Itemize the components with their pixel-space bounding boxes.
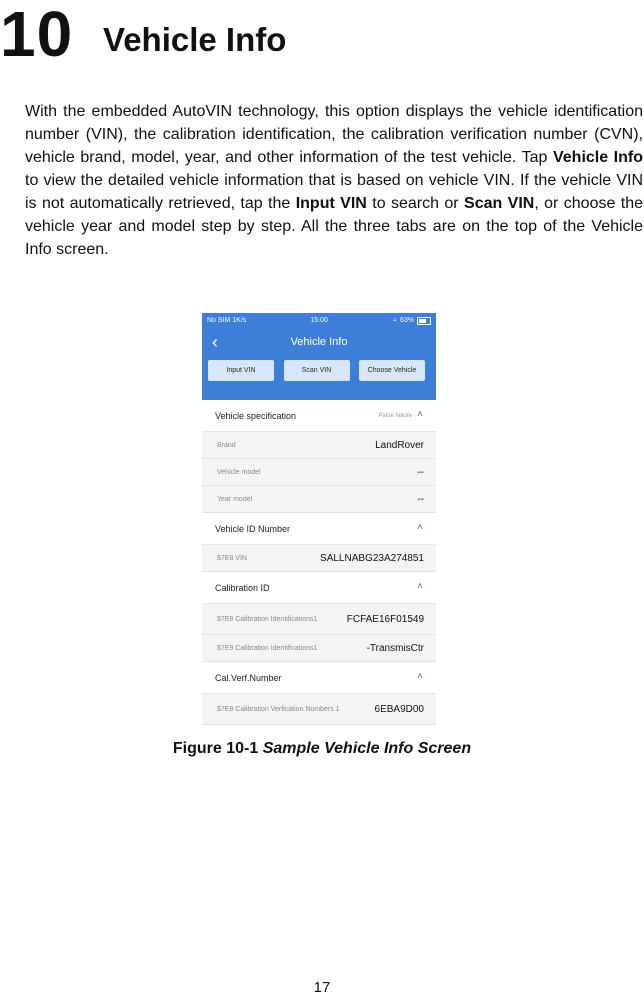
input-vin-term: Input VIN — [295, 195, 367, 212]
info-row-brand — [202, 432, 436, 459]
section-vehicle-id-number[interactable] — [202, 513, 436, 545]
section-title: Vehicle ID Number — [215, 523, 291, 534]
info-row-calibration-7e9 — [202, 635, 436, 662]
wifi-icon: ≈ — [393, 317, 397, 324]
figure-title: Sample Vehicle Info Screen — [262, 740, 472, 757]
chapter-number: 10 — [0, 0, 74, 70]
row-label: $7E9 Calibration Identifications1 — [217, 644, 318, 652]
vehicle-info-screenshot — [202, 313, 436, 725]
chevron-up-icon[interactable]: ˄ — [417, 409, 423, 420]
section-calibration-id[interactable] — [202, 572, 436, 604]
carrier-text: No SIM 1K/s — [207, 317, 247, 324]
chevron-up-icon[interactable]: ˄ — [417, 581, 423, 592]
row-value: -- — [417, 466, 424, 478]
row-value: FCFAE16F01549 — [346, 613, 424, 625]
section-title: Cal.Verf.Number — [215, 672, 282, 683]
page-number: 17 — [313, 979, 331, 996]
row-label: $7E8 Calibration Identifications1 — [217, 615, 318, 623]
info-row-year-model — [202, 486, 436, 513]
intro-paragraph — [25, 100, 643, 261]
vehicle-info-term: Vehicle Info — [552, 149, 644, 166]
row-value: SALLNABG23A274851 — [320, 552, 424, 564]
row-label: Year model — [217, 495, 253, 503]
chevron-up-icon[interactable]: ˄ — [417, 671, 423, 682]
paragraph-text: With the embedded AutoVIN technology, this option displays the vehicle identification number (VIN), the calibration identification, the calibration verification number (CVN), vehicle brand, model, year, and other information of the test vehicle. Tap — [25, 103, 643, 166]
figure-label: Figure 10-1 — [172, 740, 259, 757]
row-label: Vehicle model — [217, 468, 261, 476]
section-vehicle-specification[interactable] — [202, 400, 436, 432]
chevron-left-icon[interactable]: ‹ — [212, 332, 218, 352]
paragraph-text: to search or — [366, 195, 465, 212]
row-label: $7E8 VIN — [217, 554, 247, 562]
tab-choose-vehicle[interactable]: Choose Vehicle — [359, 360, 425, 381]
section-title: Vehicle specification — [215, 410, 297, 421]
status-bar — [202, 313, 436, 328]
tab-scan-vin[interactable]: Scan VIN — [284, 360, 350, 381]
tab-bar — [202, 358, 436, 400]
clock-text: 15:00 — [310, 317, 328, 324]
info-row-calibration-7e8 — [202, 604, 436, 635]
row-value: -TransmisCtr — [366, 642, 424, 654]
parse-status: Parse failure — [378, 412, 412, 419]
row-value: 6EBA9D00 — [374, 703, 424, 715]
info-row-cvn-7e8 — [202, 694, 436, 725]
row-label: Brand — [217, 441, 236, 449]
row-label: $7E8 Calibration Verfication Numbers 1 — [217, 705, 340, 713]
paragraph-text: to view the detailed vehicle information that is based on vehicle VIN. If the vehicle VIN is not automatically retrieved, tap the — [25, 172, 643, 212]
tab-input-vin[interactable]: Input VIN — [208, 360, 274, 381]
screen-title: Vehicle Info — [290, 336, 348, 348]
chevron-up-icon[interactable]: ˄ — [417, 522, 423, 533]
figure-caption — [0, 740, 644, 758]
info-row-vin — [202, 545, 436, 572]
chapter-title: Vehicle Info — [103, 21, 287, 58]
section-cal-verf-number[interactable] — [202, 662, 436, 694]
battery-icon — [417, 317, 431, 325]
section-title: Calibration ID — [215, 582, 270, 593]
battery-percent: 63% — [399, 317, 414, 324]
row-value: -- — [417, 493, 424, 505]
row-value: LandRover — [375, 439, 424, 451]
paragraph-text: , or choose the vehicle year and model step by step. All the three tabs are on the top of the Vehicle Info screen. — [25, 195, 644, 258]
app-bar — [202, 328, 436, 358]
scan-vin-term: Scan VIN — [464, 195, 535, 212]
info-row-vehicle-model — [202, 459, 436, 486]
